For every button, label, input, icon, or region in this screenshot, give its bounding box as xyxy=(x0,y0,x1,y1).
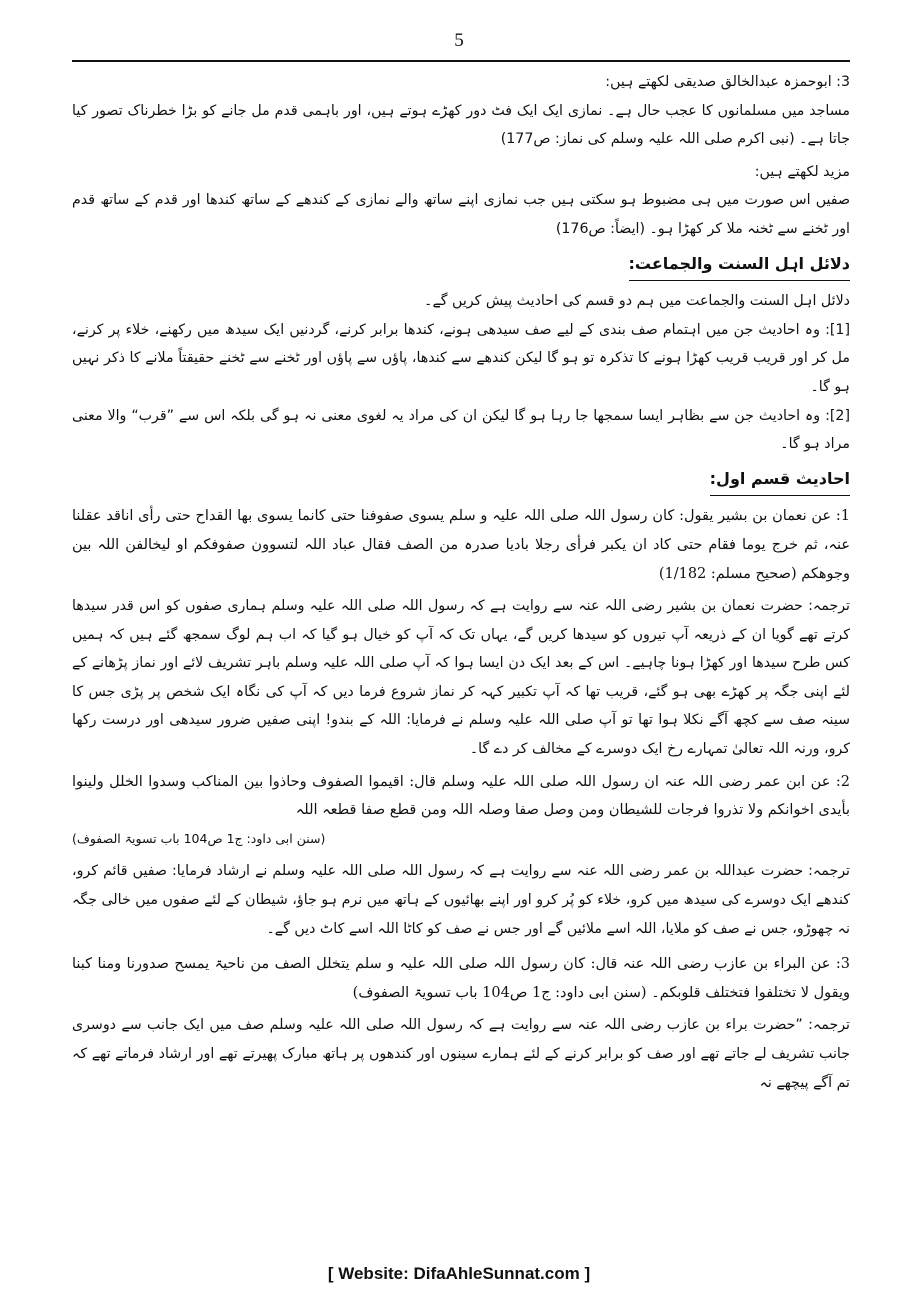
hadith-2-arabic: 2: عن ابن عمر رضی اللہ عنہ ان رسول اللہ صلی اللہ علیہ وسلم قال: اقیموا الصفوف وحاذوا بین المناکب وسدوا الخلل ولینوا بأیدی اخوانکم ولا تذروا فرجات للشیطان ومن وصل صفا وصلہ اللہ ومن قطع صفا قطعہ اللہ xyxy=(72,773,850,819)
heading-dalail-wrap xyxy=(72,244,850,288)
author-intro-line: 3: ابوحمزہ عبدالخالق صدیقی لکھتے ہیں: xyxy=(605,74,850,90)
page-content xyxy=(72,68,850,1097)
heading-qism-wrap xyxy=(72,459,850,503)
quote-paragraph-2: صفیں اس صورت میں ہی مضبوط ہو سکتی ہیں جب نمازی اپنے ساتھ والے نمازی کے کندھے کے ساتھ کندھا اور قدم کے ساتھ قدم اور ٹخنے سے ٹخنہ ملا کر کھڑا ہو۔ (ایضاً: ص176) xyxy=(72,192,850,237)
website-footer: [ Website: DifaAhleSunnat.com ] xyxy=(327,1264,591,1283)
hadith-1-arabic: 1: عن نعمان بن بشیر یقول: کان رسول اللہ صلی اللہ علیہ و سلم یسوی صفوفنا حتی کانما یسوی بھا القداح حتی رأی اناقد عقلنا عنہ، ثم خرج یوما فقام حتی کاد ان یکبر فرأی رجلا بادیا صدرہ من الصف فقال عباد اللہ لتسوون صفوفکم او لیخالفن اللہ بین وجوھکم (صحیح مسلم: 1/182) xyxy=(72,508,850,582)
dalail-item-2: [2]: وہ احادیث جن سے بظاہر ایسا سمجھا جا رہا ہو گا لیکن ان کی مراد یہ لغوی معنی نہ ہو گی بلکہ اس سے ”قرب“ والا معنی مراد ہو گا۔ xyxy=(72,407,850,453)
heading-qism-awwal: احادیث قسم اول: xyxy=(710,465,850,497)
quote-paragraph-1: مساجد میں مسلمانوں کا عجب حال ہے۔ نمازی ایک ایک فٹ دور کھڑے ہوتے ہیں، اور باہمی قدم مل جانے کو بڑا خطرناک تصور کیا جاتا ہے۔ (نبی اکرم صلی اللہ علیہ وسلم کی نماز: ص177) xyxy=(72,102,850,148)
hadith-1-translation: ترجمہ: حضرت نعمان بن بشیر رضی اللہ عنہ سے روایت ہے کہ رسول اللہ صلی اللہ علیہ وسلم ہماری صفوں کو اس قدر سیدھا کرتے تھے گویا ان کے ذریعہ آپ تیروں کو سیدھا کریں گے، یہاں تک کہ آپ کو خیال ہو گیا کہ اب ہم لوگ سمجھ گئے ہیں کہ ہمیں کس طرح سیدھا اور کھڑا ہونا چاہیے۔ اس کے بعد ایک دن ایسا ہوا کہ آپ صلی اللہ علیہ وسلم باہر تشریف لائے اور نماز پڑھانے کے لئے اپنی جگہ پر کھڑے بھی ہو گئے، قریب تھا کہ آپ تکبیر کہہ کر نماز شروع فرما دیں کہ آپ کی نگاہ ایک شخص پر پڑی جس کا سینہ صف سے کچھ آگے نکلا ہوا تھا تو آپ صلی اللہ علیہ وسلم نے فرمایا: اللہ کے بندو! اپنی صفیں ضرور سیدھی اور درست رکھا کرو، ورنہ اللہ تعالیٰ تمہارے رخ ایک دوسرے کے مخالف کر دے گا۔ xyxy=(72,598,850,758)
hadith-3-translation: ترجمہ: ”حضرت براء بن عازب رضی اللہ عنہ سے روایت ہے کہ رسول اللہ صلی اللہ علیہ وسلم صف میں ایک جانب سے دوسری جانب تشریف لے جاتے تھے اور صف کو برابر کرنے کے لئے ہمارے سینوں اور کندھوں پر ہاتھ مبارک پھیرتے تھے اور ارشاد فرماتے تھے کہ تم آگے پیچھے نہ xyxy=(72,1017,850,1091)
page-number: 5 xyxy=(454,30,464,51)
hadith-2-reference: (سنن ابی داود: ج1 ص104 باب تسویۃ الصفوف) xyxy=(72,830,326,846)
dalail-item-1: [1]: وہ احادیث جن میں اہتمام صف بندی کے لیے صف سیدھی ہونے، کندھا برابر کرنے، گردنیں ایک سیدھ میں رکھنے، خلاء پر کرنے، مل کر اور قریب قریب کھڑا ہونے کا تذکرہ تو ہو گا لیکن کندھے سے کندھا، پاؤں سے پاؤں اور ٹخنے سے ٹخنے حقیقتاً ملانے کا ذکر نہیں ہو گا۔ xyxy=(72,321,850,395)
further-writes-line: مزید لکھتے ہیں: xyxy=(754,163,850,180)
hadith-3-arabic: 3: عن البراء بن عازب رضی اللہ عنہ قال: کان رسول اللہ صلی اللہ علیہ و سلم یتخلل الصف من ناحیۃ یمسح صدورنا ومنا کبنا ویقول لا تختلفوا فتختلف قلوبکم۔ (سنن ابی داود: ج1 ص104 باب تسویۃ الصفوف) xyxy=(72,956,850,1001)
header-rule xyxy=(72,60,850,62)
dalail-intro: دلائل اہل السنت والجماعت میں ہم دو قسم کی احادیث پیش کریں گے۔ xyxy=(424,293,850,310)
hadith-2-translation: ترجمہ: حضرت عبداللہ بن عمر رضی اللہ عنہ سے روایت ہے کہ رسول اللہ صلی اللہ علیہ وسلم نے ارشاد فرمایا: صفیں قائم کرو، کندھے ایک دوسرے کی سیدھ میں کرو، خلاء کو پُر کرو اور اپنے بھائیوں کے ہاتھ میں نرم ہو جاؤ، شیطان کے لئے صفوں میں خالی جگہ نہ چھوڑو، جس نے صف کو ملایا، اللہ اسے ملائیں گے اور جس نے صف کو کاٹا اللہ اسے کاٹ دیں گے۔ xyxy=(72,863,850,937)
heading-dalail: دلائل اہل السنت والجماعت: xyxy=(629,250,850,282)
